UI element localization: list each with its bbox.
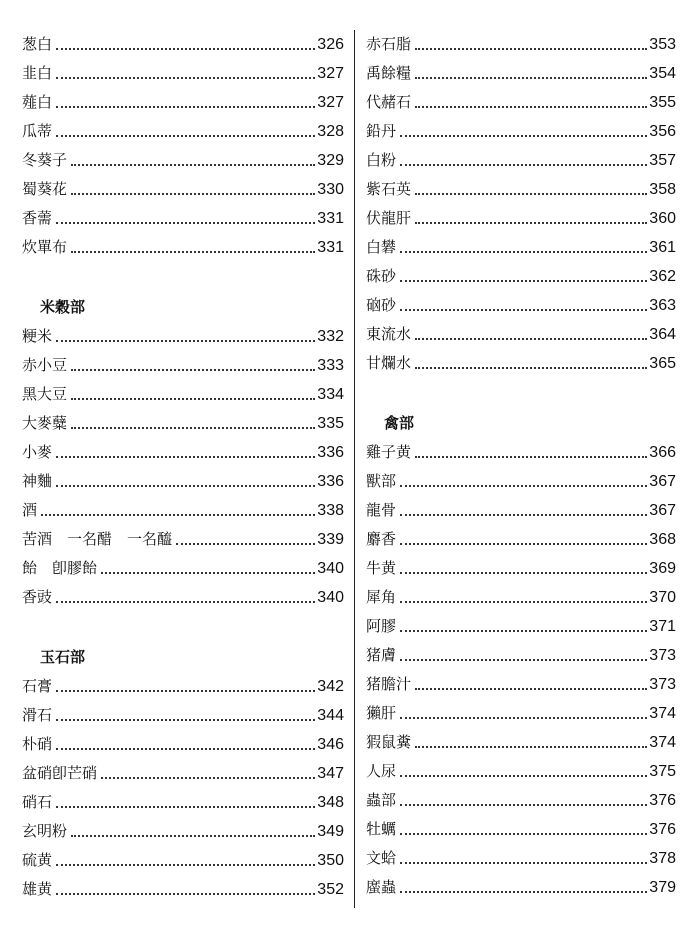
toc-entry [366, 233, 676, 262]
dot-leader [56, 47, 315, 50]
section-title: 米穀部 [40, 298, 86, 316]
page-number: 342 [317, 678, 344, 695]
toc-entry [366, 525, 676, 554]
entry-name: 薤白 [22, 93, 53, 111]
toc-entry [22, 233, 344, 262]
dot-leader [400, 250, 647, 253]
dot-leader [415, 76, 647, 79]
dot-leader [400, 629, 647, 632]
dot-leader [56, 339, 315, 342]
toc-entry [22, 175, 344, 204]
dot-leader [400, 600, 647, 603]
page-number: 367 [649, 473, 676, 490]
entry-name: 東流水 [366, 325, 412, 343]
toc-entry [22, 204, 344, 233]
dot-leader [400, 163, 647, 166]
toc-entry [366, 873, 676, 902]
entry-name: 粳米 [22, 327, 53, 345]
dot-leader [56, 484, 315, 487]
column-divider [354, 30, 355, 908]
dot-leader [400, 484, 647, 487]
toc-entry [366, 757, 676, 786]
entry-name: 阿膠 [366, 617, 397, 635]
toc-left-column [22, 30, 344, 904]
toc-entry [366, 728, 676, 757]
entry-name: 小麥 [22, 443, 53, 461]
dot-leader [415, 366, 647, 369]
dot-leader [56, 892, 315, 895]
dot-leader [415, 105, 647, 108]
dot-leader [400, 308, 647, 311]
entry-name: 麝香 [366, 530, 397, 548]
page-number: 362 [649, 268, 676, 285]
dot-leader [101, 571, 315, 574]
entry-name: 猪膽汁 [366, 675, 412, 693]
entry-name: 飴 卽膠飴 [22, 559, 98, 577]
page-number: 340 [317, 560, 344, 577]
dot-leader [400, 542, 647, 545]
dot-leader [71, 250, 315, 253]
dot-leader [56, 455, 315, 458]
dot-leader [41, 513, 315, 516]
page-number: 364 [649, 326, 676, 343]
page-number: 363 [649, 297, 676, 314]
toc-entry [22, 525, 344, 554]
page-number: 334 [317, 386, 344, 403]
page-number: 349 [317, 823, 344, 840]
toc-entry [366, 554, 676, 583]
toc-entry [366, 349, 676, 378]
dot-leader [400, 716, 647, 719]
entry-name: 紫石英 [366, 180, 412, 198]
dot-leader [400, 658, 647, 661]
dot-leader [71, 163, 315, 166]
toc-group [22, 322, 344, 612]
dot-leader [415, 221, 647, 224]
entry-name: 文蛤 [366, 849, 397, 867]
entry-name: 龍骨 [366, 501, 397, 519]
dot-leader [415, 455, 647, 458]
page-number: 333 [317, 357, 344, 374]
page-number: 330 [317, 181, 344, 198]
page-number: 367 [649, 502, 676, 519]
page-number: 360 [649, 210, 676, 227]
page-number: 376 [649, 792, 676, 809]
entry-name: 牛黄 [366, 559, 397, 577]
entry-name: 香薷 [22, 209, 53, 227]
page-number: 355 [649, 94, 676, 111]
toc-entry [22, 846, 344, 875]
page-number: 371 [649, 618, 676, 635]
entry-name: 獸部 [366, 472, 397, 490]
toc-entry [22, 759, 344, 788]
page-number: 374 [649, 734, 676, 751]
toc-entry [366, 670, 676, 699]
entry-name: 赤小豆 [22, 356, 68, 374]
dot-leader [56, 689, 315, 692]
entry-name: 酒 [22, 501, 38, 519]
page-number: 336 [317, 473, 344, 490]
entry-name: 禹餘糧 [366, 64, 412, 82]
entry-name: 伏龍肝 [366, 209, 412, 227]
toc-entry [366, 30, 676, 59]
dot-leader [400, 513, 647, 516]
page-number: 327 [317, 94, 344, 111]
dot-leader [176, 542, 315, 545]
toc-entry [366, 204, 676, 233]
toc-entry [22, 554, 344, 583]
toc-entry [22, 146, 344, 175]
page-number: 326 [317, 36, 344, 53]
entry-name: 猪膚 [366, 646, 397, 664]
entry-name: 牡蠣 [366, 820, 397, 838]
page-number: 356 [649, 123, 676, 140]
dot-leader [400, 832, 647, 835]
toc-group [366, 438, 676, 902]
dot-leader [56, 805, 315, 808]
dot-leader [415, 192, 647, 195]
page-number: 368 [649, 531, 676, 548]
dot-leader [71, 426, 315, 429]
toc-entry [22, 88, 344, 117]
page-number: 346 [317, 736, 344, 753]
dot-leader [56, 105, 315, 108]
toc-entry [22, 30, 344, 59]
page-number: 336 [317, 444, 344, 461]
page-number: 366 [649, 444, 676, 461]
entry-name: 滑石 [22, 706, 53, 724]
entry-name: 朴硝 [22, 735, 53, 753]
page-number: 354 [649, 65, 676, 82]
entry-name: 鉛丹 [366, 122, 397, 140]
page-number: 347 [317, 765, 344, 782]
entry-name: 硇砂 [366, 296, 397, 314]
toc-entry [22, 438, 344, 467]
toc-entry [366, 320, 676, 349]
toc-entry [22, 59, 344, 88]
toc-entry [22, 322, 344, 351]
page-number: 331 [317, 210, 344, 227]
page-number: 376 [649, 821, 676, 838]
toc-entry [366, 175, 676, 204]
toc-entry [22, 380, 344, 409]
page-number: 344 [317, 707, 344, 724]
toc-group [366, 30, 676, 378]
page-number: 332 [317, 328, 344, 345]
entry-name: 獺肝 [366, 704, 397, 722]
page-number: 369 [649, 560, 676, 577]
toc-entry [22, 496, 344, 525]
toc-entry [22, 875, 344, 904]
dot-leader [56, 600, 315, 603]
entry-name: 石膏 [22, 677, 53, 695]
toc-entry [22, 117, 344, 146]
dot-leader [56, 134, 315, 137]
toc-entry [22, 788, 344, 817]
entry-name: 玄明粉 [22, 822, 68, 840]
dot-leader [56, 747, 315, 750]
dot-leader [400, 861, 647, 864]
dot-leader [71, 368, 315, 371]
toc-entry [366, 844, 676, 873]
entry-name: 蜀葵花 [22, 180, 68, 198]
page-number: 374 [649, 705, 676, 722]
page-number: 338 [317, 502, 344, 519]
toc-entry [366, 467, 676, 496]
dot-leader [71, 192, 315, 195]
toc-entry [22, 701, 344, 730]
toc-entry [366, 438, 676, 467]
dot-leader [400, 571, 647, 574]
page-number: 373 [649, 647, 676, 664]
toc-entry [366, 786, 676, 815]
entry-name: 炊單布 [22, 238, 68, 256]
entry-name: 韭白 [22, 64, 53, 82]
entry-name: 代赭石 [366, 93, 412, 111]
page-number: 375 [649, 763, 676, 780]
page-number: 353 [649, 36, 676, 53]
page-number: 358 [649, 181, 676, 198]
entry-name: 冬葵子 [22, 151, 68, 169]
page-number: 352 [317, 881, 344, 898]
page-number: 329 [317, 152, 344, 169]
dot-leader [400, 774, 647, 777]
dot-leader [71, 834, 315, 837]
page-number: 378 [649, 850, 676, 867]
section-title: 玉石部 [40, 648, 86, 666]
dot-leader [56, 76, 315, 79]
toc-entry [366, 583, 676, 612]
entry-name: 白粉 [366, 151, 397, 169]
toc-entry [366, 612, 676, 641]
dot-leader [415, 745, 647, 748]
page-number: 339 [317, 531, 344, 548]
dot-leader [400, 890, 647, 893]
page-number: 361 [649, 239, 676, 256]
toc-entry [22, 817, 344, 846]
entry-name: 雄黄 [22, 880, 53, 898]
dot-leader [56, 221, 315, 224]
entry-name: 盆硝卽芒硝 [22, 764, 98, 782]
toc-entry [366, 291, 676, 320]
entry-name: 蟲部 [366, 791, 397, 809]
entry-name: 硫黄 [22, 851, 53, 869]
page-number: 331 [317, 239, 344, 256]
section-title: 禽部 [384, 414, 415, 432]
entry-name: 赤石脂 [366, 35, 412, 53]
entry-name: 甘爛水 [366, 354, 412, 372]
page-number: 373 [649, 676, 676, 693]
page-number: 340 [317, 589, 344, 606]
toc-entry [366, 641, 676, 670]
entry-name: 葱白 [22, 35, 53, 53]
dot-leader [400, 803, 647, 806]
dot-leader [101, 776, 315, 779]
dot-leader [415, 687, 647, 690]
toc-entry [366, 88, 676, 117]
entry-name: 雞子黄 [366, 443, 412, 461]
toc-entry [22, 672, 344, 701]
dot-leader [400, 134, 647, 137]
entry-name: 硝石 [22, 793, 53, 811]
entry-name: 瓜蒂 [22, 122, 53, 140]
dot-leader [71, 397, 315, 400]
entry-name: 苦酒 一名醋 一名醯 [22, 530, 173, 548]
entry-name: 大麥糵 [22, 414, 68, 432]
entry-name: 䗪蟲 [366, 878, 397, 896]
entry-name: 犀角 [366, 588, 397, 606]
entry-name: 硃砂 [366, 267, 397, 285]
toc-entry [366, 496, 676, 525]
dot-leader [400, 279, 647, 282]
dot-leader [415, 337, 647, 340]
entry-name: 神麯 [22, 472, 53, 490]
toc-entry [366, 146, 676, 175]
page-number: 379 [649, 879, 676, 896]
toc-entry [366, 117, 676, 146]
dot-leader [415, 47, 647, 50]
page-number: 350 [317, 852, 344, 869]
page-number: 370 [649, 589, 676, 606]
toc-entry [366, 59, 676, 88]
toc-entry [22, 583, 344, 612]
page-number: 328 [317, 123, 344, 140]
entry-name: 白礬 [366, 238, 397, 256]
page-number: 335 [317, 415, 344, 432]
toc-entry [22, 467, 344, 496]
toc-entry [366, 262, 676, 291]
entry-name: 香豉 [22, 588, 53, 606]
entry-name: 人尿 [366, 762, 397, 780]
toc-entry [22, 409, 344, 438]
entry-name: 猳鼠糞 [366, 733, 412, 751]
page-number: 365 [649, 355, 676, 372]
toc-right-column [366, 30, 676, 902]
toc-group [22, 30, 344, 262]
page-number: 327 [317, 65, 344, 82]
toc-group [22, 672, 344, 904]
toc-entry [22, 730, 344, 759]
entry-name: 黑大豆 [22, 385, 68, 403]
toc-entry [366, 699, 676, 728]
page-number: 357 [649, 152, 676, 169]
dot-leader [56, 718, 315, 721]
dot-leader [56, 863, 315, 866]
page-number: 348 [317, 794, 344, 811]
toc-entry [22, 351, 344, 380]
toc-entry [366, 815, 676, 844]
